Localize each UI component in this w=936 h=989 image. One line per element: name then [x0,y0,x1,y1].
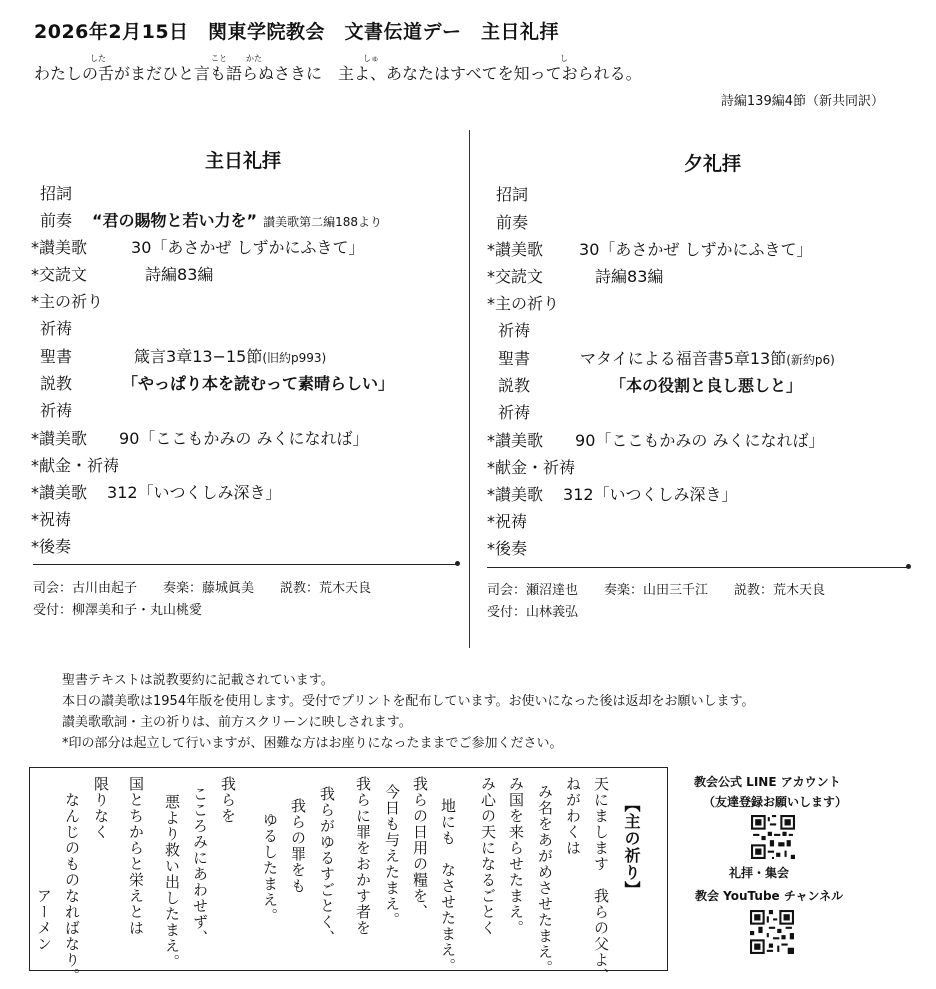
prayer-line: み国を来らせたまえ。 [507,776,525,936]
dotted-divider [33,564,459,565]
list-item [31,262,213,285]
youtube-qr-code[interactable] [750,910,794,954]
prayer-line: 我らに罪をおかす者を [354,776,372,936]
youtube-title: 礼拝・集会 [729,866,790,880]
dotted-divider [487,567,909,568]
list-item: *献金・祈祷 [487,458,576,477]
list-item [487,264,663,287]
item-detail: 90「ここもかみの みくになれば」 [575,431,825,450]
item-label: *讃美歌 [31,429,88,448]
page-title: 2026年2月15日 関東学院教会 文書伝道デー 主日礼拝 [34,21,560,43]
list-item: 祈祷 [40,401,73,420]
evening-title: 夕礼拝 [684,153,742,175]
item-detail: マタイによる福音書5章13節 [580,349,787,368]
list-item [498,346,835,369]
list-item: 招詞 [496,185,529,204]
morning-title: 主日礼拝 [205,150,282,172]
theme-verse: わたしの舌がまだひと言も語らぬさきに 主よ、あなたはすべてを知っておられる。 [34,64,642,83]
sermon-title: 「本の役割と良し悪しと」 [610,376,803,395]
ruby: かた [246,54,262,63]
column-divider [469,130,470,648]
item-label: *讃美歌 [31,483,88,502]
lords-prayer-box [29,767,668,984]
item-detail: 詩編83編 [595,267,664,286]
dot [455,561,460,566]
list-item: *主の祈り [487,294,560,313]
list-item: 祈祷 [498,403,531,422]
prayer-line: 我らの日用の糧を、 [411,776,429,920]
ruby: した [90,54,106,63]
prayer-line: アーメン [35,888,53,952]
item-label: *讃美歌 [487,431,544,450]
list-item: *後奏 [487,539,528,558]
prelude-title: “君の賜物と若い力を” [92,211,258,230]
list-item [40,344,326,367]
prayer-line: ゆるしたまえ。 [261,812,279,924]
list-item: 前奏 [496,213,529,232]
ruby: し [560,54,568,63]
item-label: *讃美歌 [487,485,544,504]
item-label: 説教 [40,374,73,393]
list-item [487,482,738,505]
list-item [487,428,824,451]
evening-reception: 受付：山林義弘 [487,605,579,620]
prayer-line: こころみにあわせず、 [191,786,209,946]
list-item: 招詞 [40,184,73,203]
item-label: *交読文 [487,267,544,286]
item-note: (新約p6) [786,353,835,367]
list-item: *主の祈り [31,292,104,311]
item-label: 前奏 [40,211,73,230]
list-item: *祝祷 [487,512,528,531]
list-item [31,426,368,449]
note-line: *印の部分は起立して行いますが、困難な方はお座りになったままでご参加ください。 [62,736,563,751]
list-item: *祝祷 [31,510,72,529]
youtube-subtitle: 教会 YouTube チャンネル [695,889,844,903]
evening-staff: 司会：瀬沼達也 奏楽：山田三千江 説教：荒木天良 [487,583,826,598]
item-detail: 箴言3章13−15節 [134,347,263,366]
item-detail: 30「あさかぜ しずかにふきて」 [579,240,813,259]
ruby: こと [211,54,227,63]
line-qr-code[interactable] [751,815,795,859]
list-item: *後奏 [31,537,72,556]
prayer-line: 我らを [219,776,237,824]
ruby: しゅ [363,54,379,63]
prayer-line: 限りなく [92,776,110,840]
list-item [40,371,394,394]
prayer-line: 今日も与えたまえ。 [383,784,401,928]
prayer-line: 天にまします 我らの父よ、 [592,776,610,984]
item-label: *交読文 [31,265,88,284]
item-detail: 30「あさかぜ しずかにふきて」 [131,238,365,257]
sermon-title: 「やっぱり本を読むって素晴らしい」 [122,374,395,393]
list-item [487,237,812,260]
dot [906,564,911,569]
list-item [498,373,802,396]
list-item: 祈祷 [40,319,73,338]
note-line: 聖書テキストは説教要約に記載されています。 [62,673,334,688]
item-label: *讃美歌 [31,238,88,257]
prayer-line: 我らの罪をも [289,798,307,894]
prayer-line: み名をあがめさせたまえ。 [536,784,554,976]
list-item: 祈祷 [498,321,531,340]
item-label: 聖書 [40,347,73,366]
item-note: (旧約p993) [262,351,327,365]
item-label: *讃美歌 [487,240,544,259]
morning-reception: 受付：柳澤美和子・丸山桃愛 [33,603,203,618]
list-item: *献金・祈祷 [31,456,120,475]
item-detail: 詩編83編 [145,265,214,284]
prayer-line: 地にも なさせたまえ。 [439,798,457,974]
prayer-line: み心の天になるごとく [479,776,497,936]
item-detail: 312「いつくしみ深き」 [107,483,282,502]
item-label: 説教 [498,376,531,395]
list-item [31,235,364,258]
note-line: 讃美歌歌詞・主の祈りは、前方スクリーンに映しされます。 [62,715,412,730]
prayer-title: 【主の祈り】 [622,796,641,898]
prayer-line: ねがわくは [564,776,582,856]
prayer-line: 国とちからと栄えとは [127,776,145,936]
prayer-line: なんじのものなればなり。 [63,792,81,984]
item-label: 聖書 [498,349,531,368]
line-subtitle: （友達登録お願いします） [703,795,848,809]
prelude-note: 讃美歌第二編188より [263,215,382,229]
prayer-line: 悪より救い出したまえ。 [163,794,181,970]
line-title: 教会公式 LINE アカウント [694,775,841,789]
prayer-line: 我らがゆるすごとく、 [318,786,336,946]
item-detail: 312「いつくしみ深き」 [563,485,738,504]
note-line: 本日の讃美歌は1954年版を使用します。受付でプリントを配布しています。お使いになった後は返却をお願いします。 [62,694,755,709]
verse-source: 詩編139編4節（新共同訳） [720,94,884,109]
morning-staff: 司会：古川由起子 奏楽：藤城眞美 説教：荒木天良 [33,581,372,596]
list-item [31,480,282,503]
item-detail: 90「ここもかみの みくになれば」 [119,429,369,448]
list-item [40,208,382,231]
